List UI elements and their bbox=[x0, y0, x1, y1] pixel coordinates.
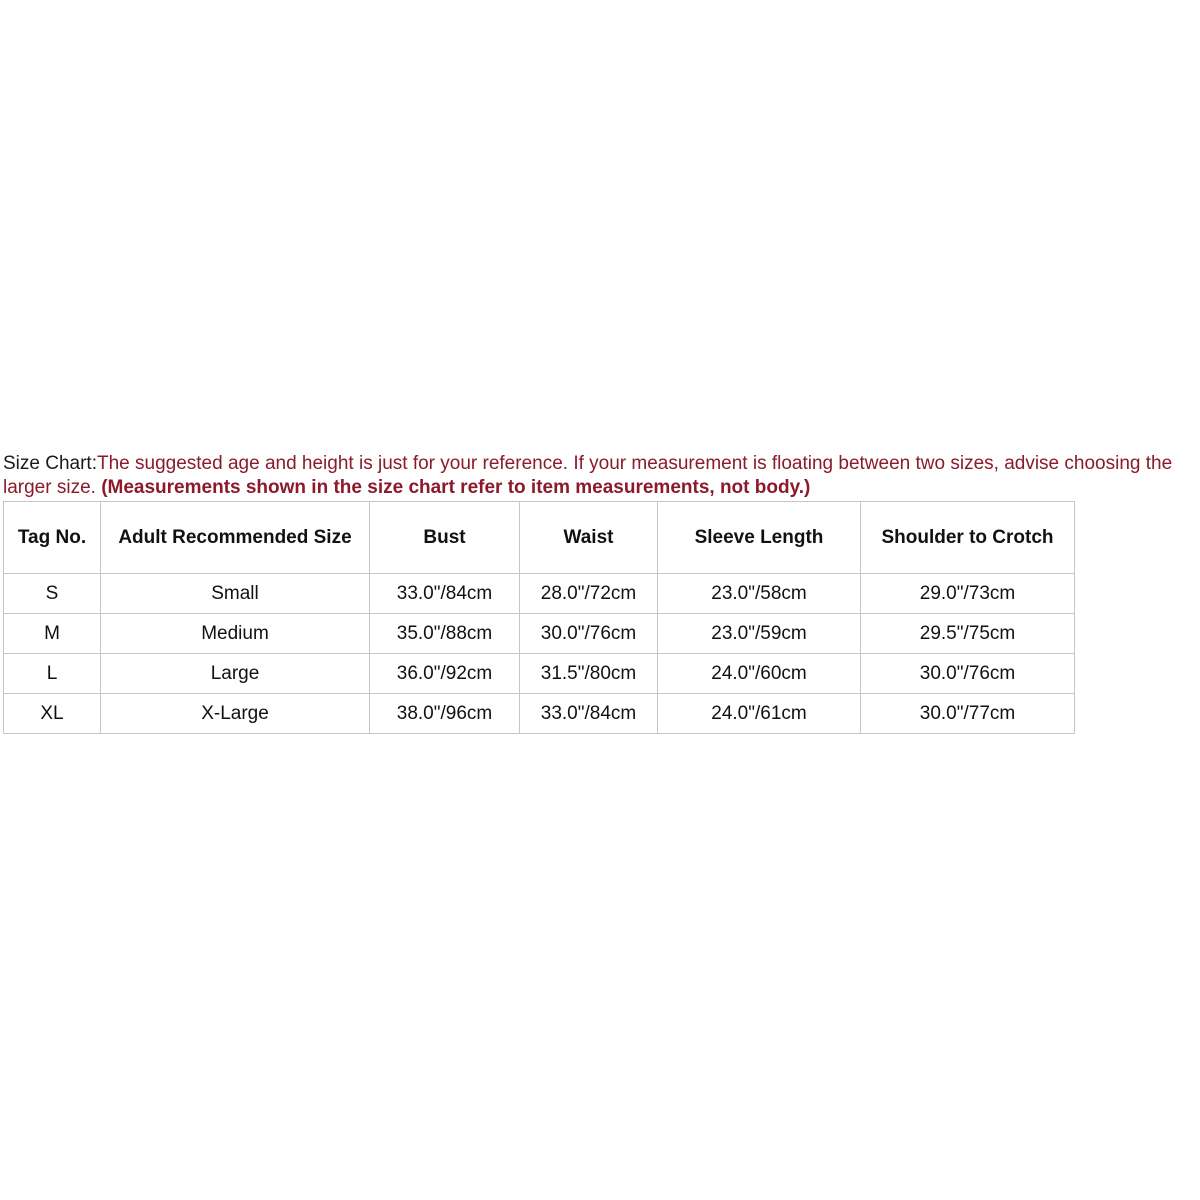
size-chart-intro bbox=[3, 452, 1193, 500]
cell-shoulder-to-crotch: 29.0"/73cm bbox=[861, 574, 1075, 614]
header-sleeve-length: Sleeve Length bbox=[658, 502, 861, 574]
cell-waist: 28.0"/72cm bbox=[520, 574, 658, 614]
header-tag-no: Tag No. bbox=[4, 502, 101, 574]
cell-tag-no: XL bbox=[4, 694, 101, 734]
cell-tag-no: S bbox=[4, 574, 101, 614]
header-adult-recommended-size: Adult Recommended Size bbox=[101, 502, 370, 574]
table-row bbox=[4, 694, 1075, 734]
cell-recommended-size: Medium bbox=[101, 614, 370, 654]
table-row bbox=[4, 654, 1075, 694]
cell-tag-no: L bbox=[4, 654, 101, 694]
table-header-row bbox=[4, 502, 1075, 574]
cell-recommended-size: Large bbox=[101, 654, 370, 694]
table-row bbox=[4, 614, 1075, 654]
cell-waist: 30.0"/76cm bbox=[520, 614, 658, 654]
cell-sleeve-length: 24.0"/61cm bbox=[658, 694, 861, 734]
cell-shoulder-to-crotch: 30.0"/77cm bbox=[861, 694, 1075, 734]
size-chart-note: The suggested age and height is just for your reference. If your measurement is floating between two sizes, advise choosing the larger size. bbox=[3, 453, 1173, 498]
cell-sleeve-length: 23.0"/58cm bbox=[658, 574, 861, 614]
cell-sleeve-length: 23.0"/59cm bbox=[658, 614, 861, 654]
cell-shoulder-to-crotch: 29.5"/75cm bbox=[861, 614, 1075, 654]
cell-shoulder-to-crotch: 30.0"/76cm bbox=[861, 654, 1075, 694]
cell-bust: 38.0"/96cm bbox=[370, 694, 520, 734]
table-row bbox=[4, 574, 1075, 614]
cell-bust: 36.0"/92cm bbox=[370, 654, 520, 694]
cell-tag-no: M bbox=[4, 614, 101, 654]
cell-waist: 31.5"/80cm bbox=[520, 654, 658, 694]
cell-bust: 33.0"/84cm bbox=[370, 574, 520, 614]
header-waist: Waist bbox=[520, 502, 658, 574]
cell-bust: 35.0"/88cm bbox=[370, 614, 520, 654]
size-chart-table bbox=[3, 501, 1075, 734]
cell-recommended-size: Small bbox=[101, 574, 370, 614]
cell-waist: 33.0"/84cm bbox=[520, 694, 658, 734]
size-chart-label: Size Chart: bbox=[3, 453, 97, 474]
size-chart-bold-note: (Measurements shown in the size chart refer to item measurements, not body.) bbox=[101, 477, 811, 498]
header-bust: Bust bbox=[370, 502, 520, 574]
header-shoulder-to-crotch: Shoulder to Crotch bbox=[861, 502, 1075, 574]
cell-recommended-size: X-Large bbox=[101, 694, 370, 734]
cell-sleeve-length: 24.0"/60cm bbox=[658, 654, 861, 694]
